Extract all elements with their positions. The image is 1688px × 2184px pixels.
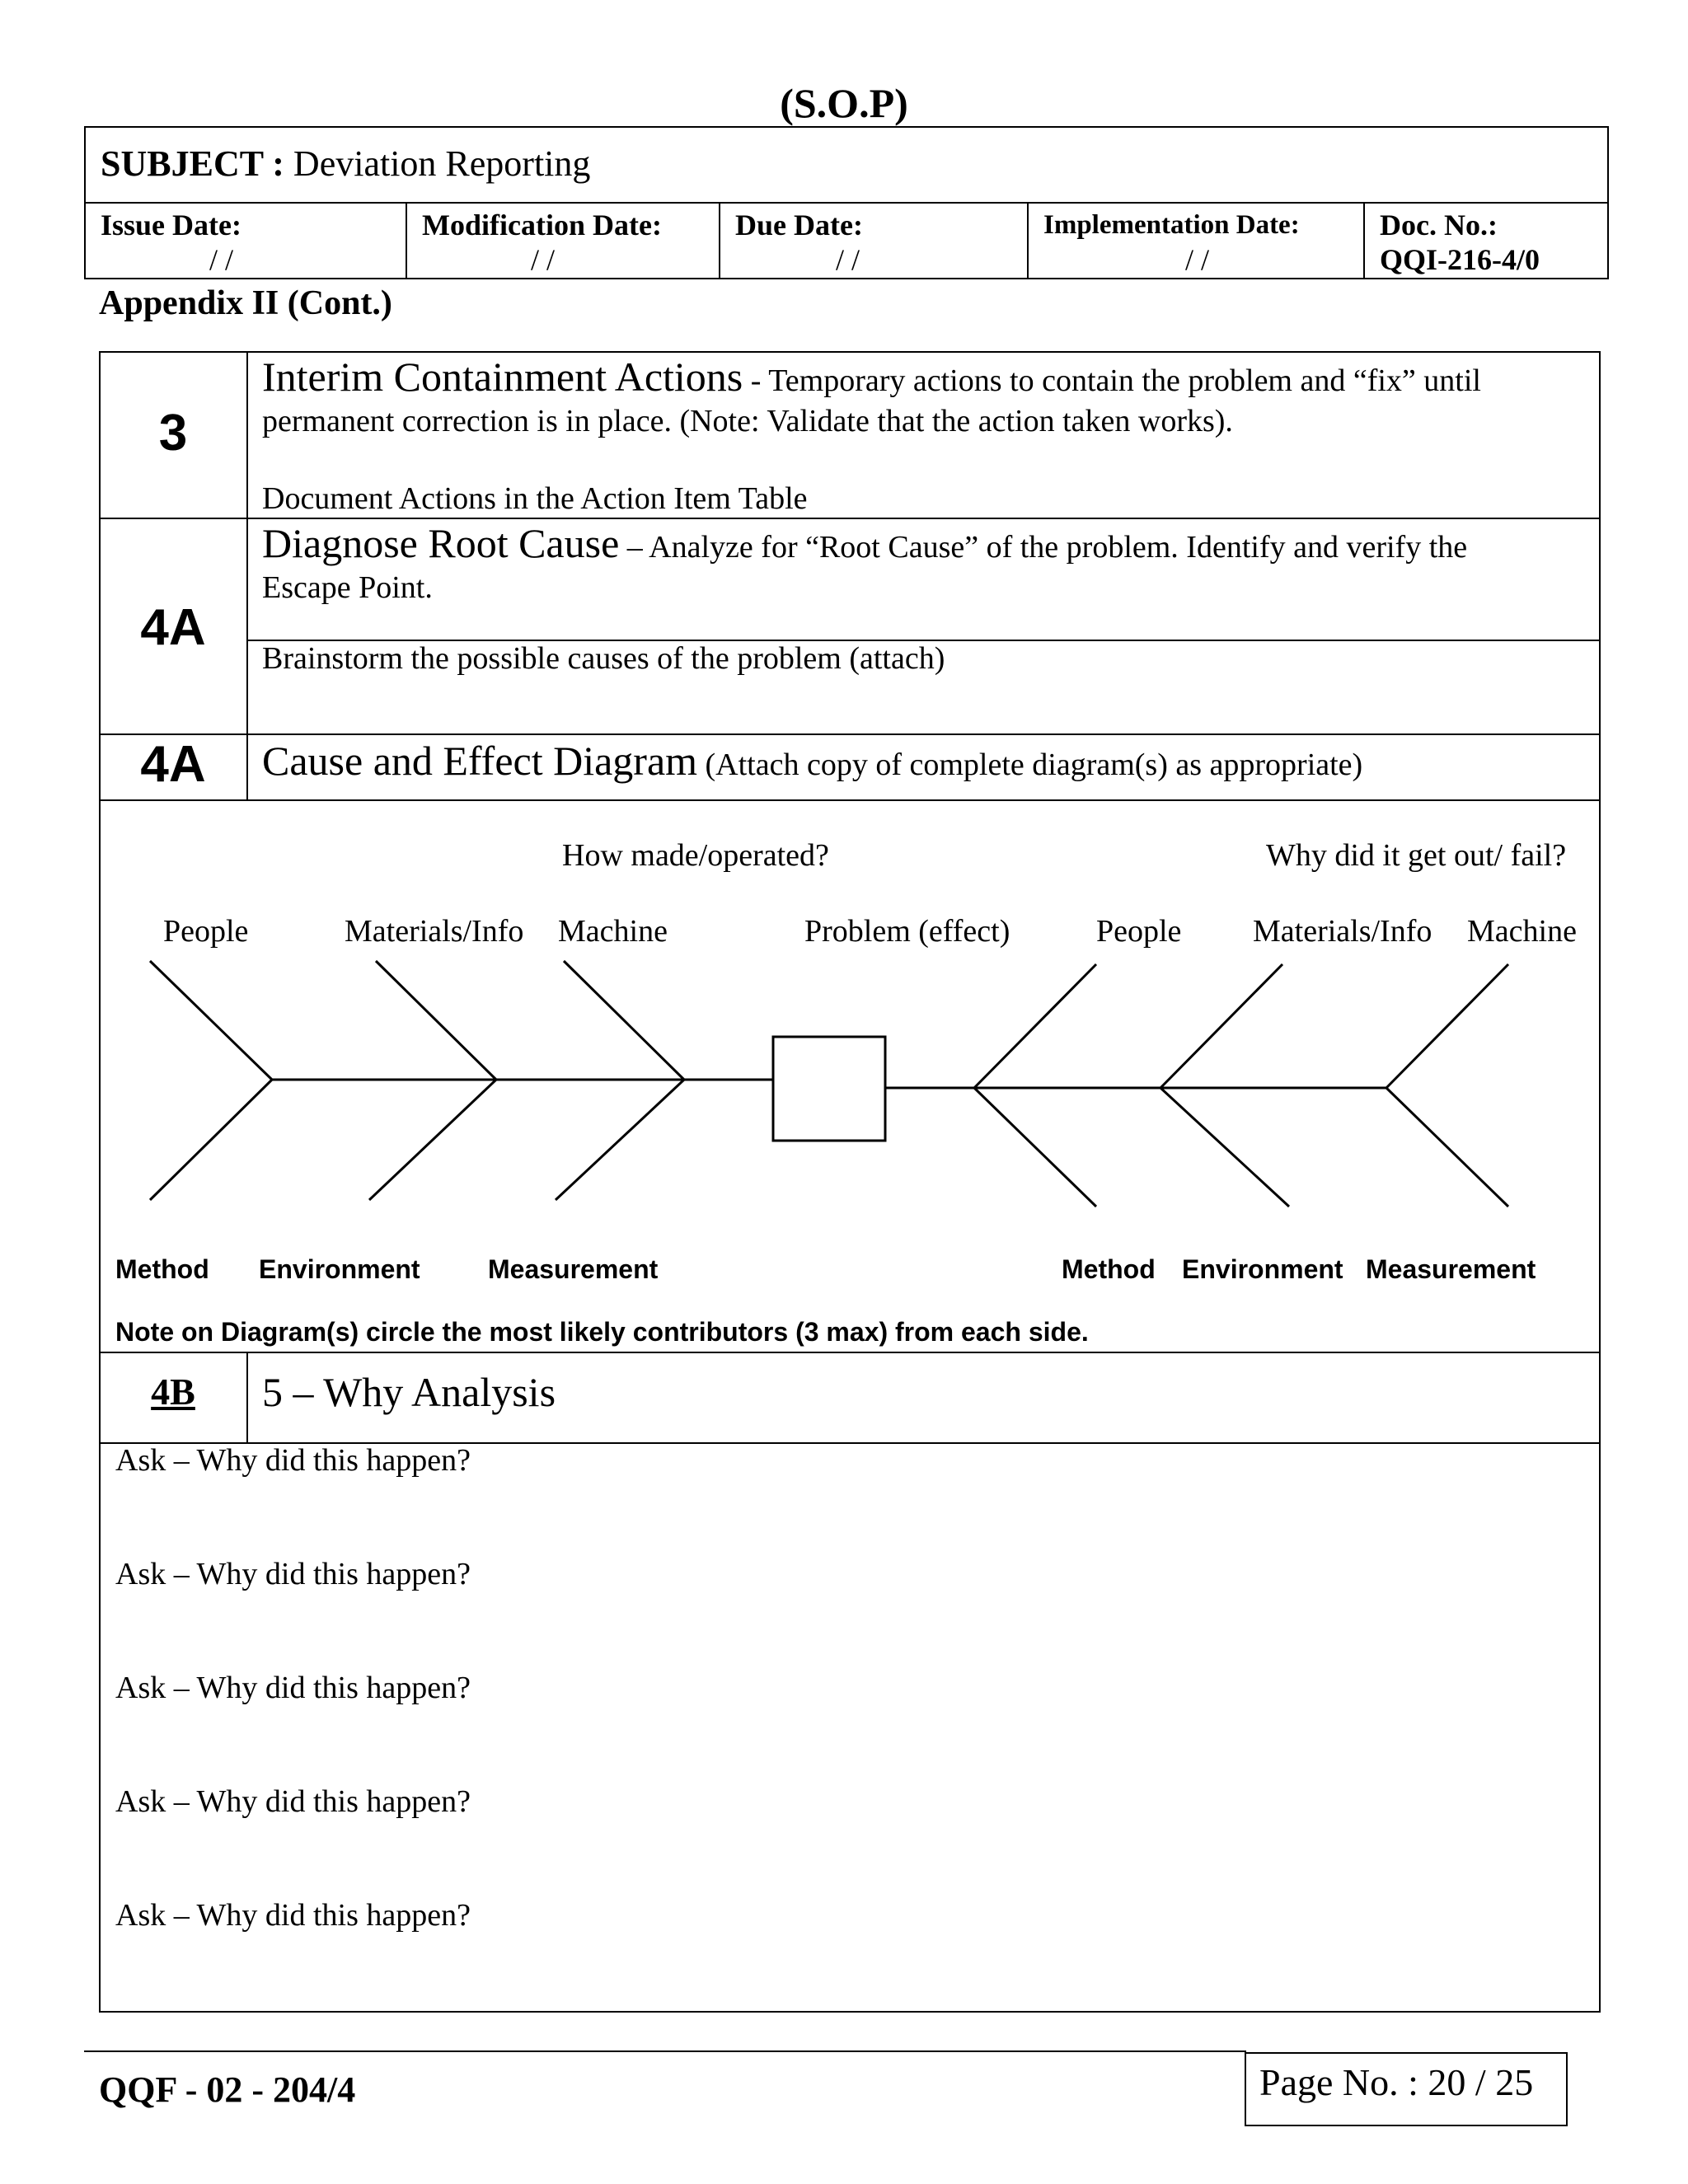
implementation-date-label: Implementation Date: [1043,210,1300,240]
section-3-desc-1: - Temporary actions to contain the problem and “fix” until [750,363,1481,398]
section-number-4a: 4A [140,599,206,656]
section-number-4a-ce: 4A [140,736,206,793]
problem-box [773,1037,885,1141]
left-bone-method [150,1080,272,1200]
implementation-date-value: / / [1185,243,1210,276]
modification-date-label: Modification Date: [422,209,662,241]
left-bone-materials [376,961,496,1080]
left-people-label: People [163,914,249,949]
section-4a-desc-2: Escape Point. [262,570,433,605]
left-machine-label: Machine [558,914,668,949]
right-machine-label: Machine [1467,914,1577,949]
problem-effect-label: Problem (effect) [804,914,1010,949]
right-people-label: People [1096,914,1182,949]
modification-date-value: / / [531,243,556,276]
left-materials-label: Materials/Info [345,914,524,949]
subject-label: SUBJECT : [101,143,284,184]
due-date-value: / / [836,243,860,276]
right-bone-materials [1160,964,1282,1088]
diagram-note: Note on Diagram(s) circle the most likely contributors (3 max) from each side. [115,1317,1089,1347]
diagram-question-left: How made/operated? [562,838,829,873]
why-question-2: Ask – Why did this happen? [115,1557,471,1591]
subject-value: Deviation Reporting [293,143,591,184]
brainstorm-text: Brainstorm the possible causes of the problem (attach) [262,641,945,676]
why-question-3: Ask – Why did this happen? [115,1671,471,1705]
right-bone-machine [1386,964,1508,1088]
section-4a-desc-1: – Analyze for “Root Cause” of the problem. Identify and verify the [626,530,1468,565]
section-4a-heading: Diagnose Root Cause [262,520,620,566]
doc-no-value: QQI-216-4/0 [1380,243,1540,276]
left-bone-environment [369,1080,496,1200]
left-bone-machine [564,961,684,1080]
doc-no-label: Doc. No.: [1380,209,1498,241]
diagram-question-right: Why did it get out/ fail? [1266,838,1567,873]
document-title: (S.O.P) [780,80,908,126]
why-question-4: Ask – Why did this happen? [115,1784,471,1819]
page-number: Page No. : 20 / 25 [1245,2052,1568,2126]
right-materials-label: Materials/Info [1253,914,1432,949]
left-environment-label: Environment [259,1254,420,1284]
section-number-4b: 4B [151,1371,195,1413]
cause-effect-heading: Cause and Effect Diagram [262,738,698,784]
left-method-label: Method [115,1254,209,1284]
right-bone-method [974,1088,1096,1207]
cause-effect-desc: (Attach copy of complete diagram(s) as appropriate) [705,748,1363,782]
section-number-3: 3 [158,405,188,462]
right-environment-label: Environment [1182,1254,1343,1284]
appendix-heading: Appendix II (Cont.) [99,284,392,322]
issue-date-value: / / [209,243,234,276]
why-analysis-heading: 5 – Why Analysis [262,1369,556,1415]
why-question-1: Ask – Why did this happen? [115,1443,471,1478]
right-bone-environment [1160,1088,1289,1207]
left-bone-measurement [556,1080,684,1200]
due-date-label: Due Date: [735,209,863,241]
left-measurement-label: Measurement [488,1254,659,1284]
section-3-heading: Interim Containment Actions [262,354,743,400]
issue-date-label: Issue Date: [101,209,241,241]
right-bone-measurement [1386,1088,1508,1207]
section-3-desc-2: permanent correction is in place. (Note: Validate that the action taken works). [262,404,1233,438]
right-bone-people [974,964,1096,1088]
right-measurement-label: Measurement [1366,1254,1536,1284]
left-bone-people [150,961,272,1080]
section-3-note: Document Actions in the Action Item Table [262,481,808,516]
footer-rule [84,2050,1246,2052]
why-question-5: Ask – Why did this happen? [115,1898,471,1933]
right-method-label: Method [1062,1254,1156,1284]
footer-form-code: QQF - 02 - 204/4 [99,2069,356,2110]
